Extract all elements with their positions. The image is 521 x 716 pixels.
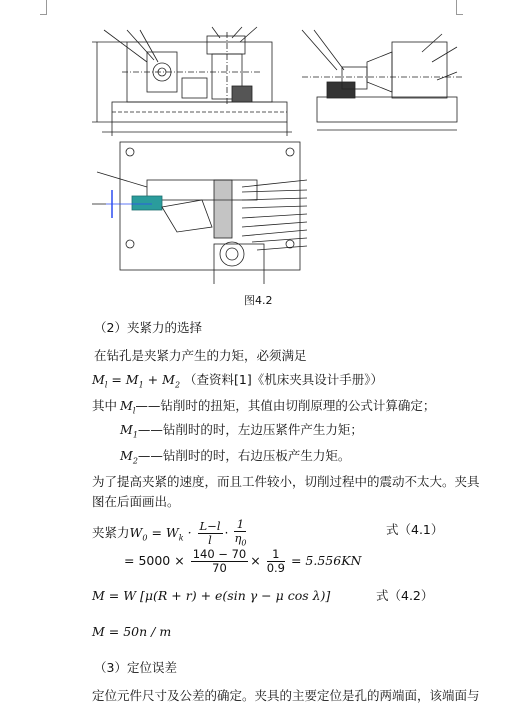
where-item-1: $M_l——$钻削时的扭矩，其值由切削原理的公式计算确定； <box>120 398 436 416</box>
equation-4-1-tag: 式（4.1） <box>386 522 444 537</box>
paragraph-clamping-speed-line1: 为了提高夹紧的速度，而且工件较小，切削过程中的震动不太大。夹具 <box>92 474 480 489</box>
side-view <box>302 30 464 130</box>
equation-moment-value: M = 50n / m <box>92 624 172 639</box>
equation-4-1-line2: = 5000 × $\frac{140 - 70}{70}$ × $\frac{1}{0.9}$ = 5.556KN <box>124 547 362 575</box>
equation-4-1-line1: 夹紧力$W_0 = W_k$ · $\frac{L-l}{l}$ · $\frac{1}{\eta_0}$ <box>92 517 247 548</box>
where-item-3: $M_2——$钻削时的时，右边压板产生力矩。 <box>120 448 351 466</box>
where-lead: 其中 <box>92 398 118 413</box>
section-heading-clamping-force: （2）夹紧力的选择 <box>94 320 202 335</box>
equation-4-2: M = W [μ(R + r) + e(sin γ − μ cos λ)] <box>92 588 331 603</box>
eq1-reference: （查资料[1]《机床夹具设计手册》） <box>184 372 383 387</box>
figure-caption: 图4.2 <box>244 294 273 307</box>
equation-4-2-tag: 式（4.2） <box>376 588 434 603</box>
front-view <box>92 27 292 136</box>
paragraph-clamping-speed-line2: 图在后面画出。 <box>92 494 180 509</box>
paragraph-positioning-element: 定位元件尺寸及公差的确定。夹具的主要定位是孔的两端面，该端面与 <box>92 688 480 703</box>
paragraph-moment-condition: 在钻孔是夹紧力产生的力矩，必须满足 <box>94 348 307 363</box>
page-corner-mark-right <box>456 0 463 15</box>
where-item-2: $M_1——$钻削时的时，左边压紧件产生力矩； <box>120 422 363 440</box>
plan-view <box>92 142 307 284</box>
section-heading-positioning-error: （3）定位误差 <box>94 660 177 675</box>
fixture-assembly-drawing <box>92 22 472 284</box>
eq1-lhs: M <box>92 372 105 387</box>
page-corner-mark-left <box>40 0 47 15</box>
equation-moment-sum: $M_l = M_1 + M_2$ （查资料[1]《机床夹具设计手册》） <box>92 372 383 390</box>
